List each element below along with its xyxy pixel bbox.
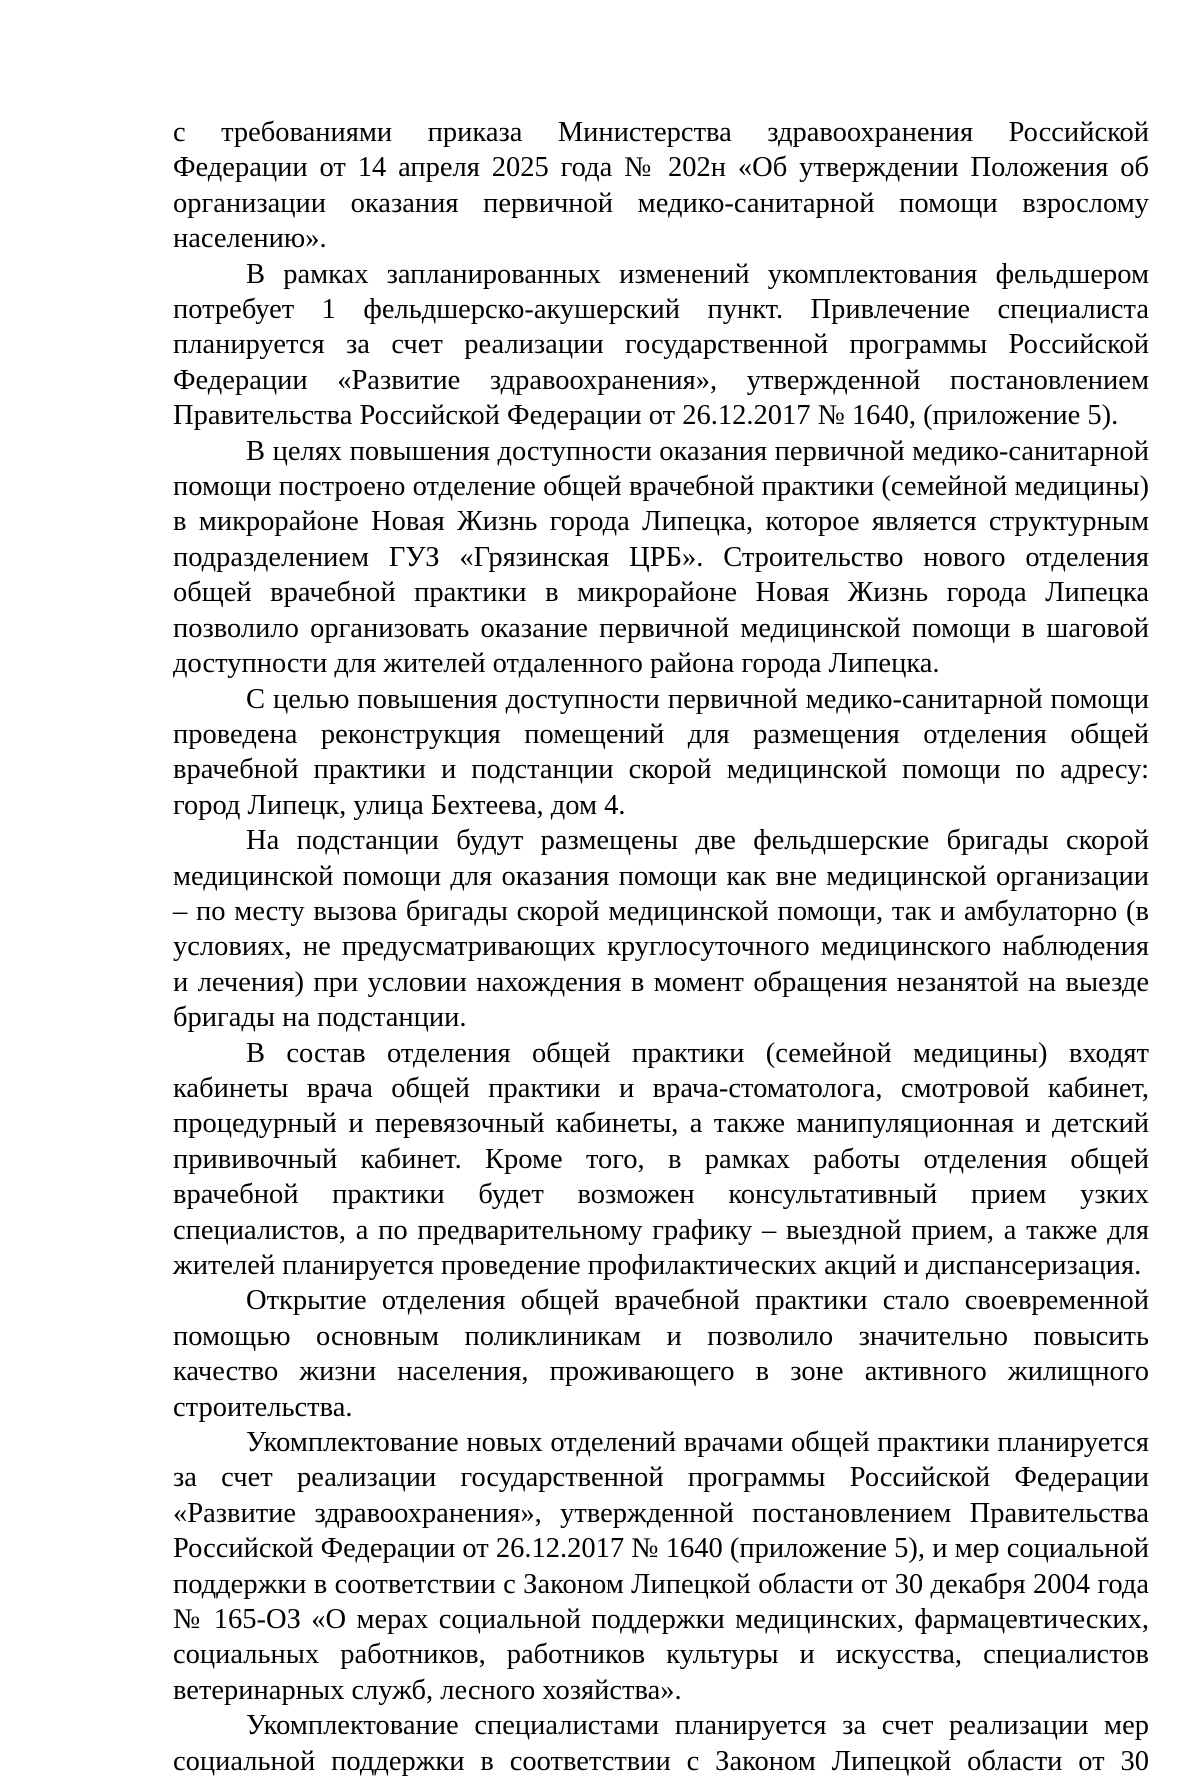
paragraph-department-opening: Открытие отделения общей врачебной практики стало своевременной помощью основным поликлиникам и позволило значительно повысить качество жизни населения, проживающего в зоне активного жилищного строительства. <box>173 1285 1149 1423</box>
document-body <box>173 115 1149 1779</box>
paragraph-feldsher-staffing: В рамках запланированных изменений укомплектования фельдшером потребует 1 фельдшерско-акушерский пункт. Привлечение специалиста планируется за счет реализации государственной программы Российской Федерации «Развитие здравоохранения», утвержденной постановлением Правительства Российской Федерации от 26.12.2017 № 1640, (приложение 5). <box>173 258 1149 432</box>
paragraph-ambulance-substation: На подстанции будут размещены две фельдшерские бригады скорой медицинской помощи для оказания помощи как вне медицинской организации – по месту вызова бригады скорой медицинской помощи, так и амбулаторно (в условиях, не предусматривающих круглосуточного медицинского наблюдения и лечения) при условии нахождения в момент обращения незанятой на выезде бригады на подстанции. <box>173 825 1149 1034</box>
paragraph-continuation: с требованиями приказа Министерства здравоохранения Российской Федерации от 14 апреля 2025 года № 202н «Об утверждении Положения об организации оказания первичной медико-санитарной помощи взрослому населению». <box>173 117 1149 255</box>
paragraph-department-composition: В состав отделения общей практики (семейной медицины) входят кабинеты врача общей практики и врача-стоматолога, смотровой кабинет, процедурный и перевязочный кабинеты, а также манипуляционная и детский прививочный кабинет. Кроме того, в рамках работы отделения общей врачебной практики будет возможен консультативный прием узких специалистов, а по предварительному графику – выездной прием, а также для жителей планируется проведение профилактических акций и диспансеризация. <box>173 1037 1149 1281</box>
paragraph-doctor-staffing: Укомплектование новых отделений врачами общей практики планируется за счет реализации государственной программы Российской Федерации «Развитие здравоохранения», утвержденной постановлением Правительства Российской Федерации от 26.12.2017 № 1640 (приложение 5), и мер социальной поддержки в соответствии с Законом Липецкой области от 30 декабря 2004 года № 165-ОЗ «О мерах социальной поддержки медицинских, фармацевтических, социальных работников, работников культуры и искусства, специалистов ветеринарных служб, лесного хозяйства». <box>173 1427 1149 1706</box>
paragraph-general-practice-department: В целях повышения доступности оказания первичной медико-санитарной помощи построено отделение общей врачебной практики (семейной медицины) в микрорайоне Новая Жизнь города Липецка, которое является структурным подразделением ГУЗ «Грязинская ЦРБ». Строительство нового отделения общей врачебной практики в микрорайоне Новая Жизнь города Липецка позволило организовать оказание первичной медицинской помощи в шаговой доступности для жителей отдаленного района города Липецка. <box>173 435 1149 680</box>
paragraph-reconstruction: С целью повышения доступности первичной медико-санитарной помощи проведена реконструкция помещений для размещения отделения общей врачебной практики и подстанции скорой медицинской помощи по адресу: город Липецк, улица Бехтеева, дом 4. <box>173 683 1149 821</box>
paragraph-specialist-staffing: Укомплектование специалистами планируется за счет реализации мер социальной поддержки в соответствии с Законом Липецкой области от 30 <box>173 1710 1149 1777</box>
